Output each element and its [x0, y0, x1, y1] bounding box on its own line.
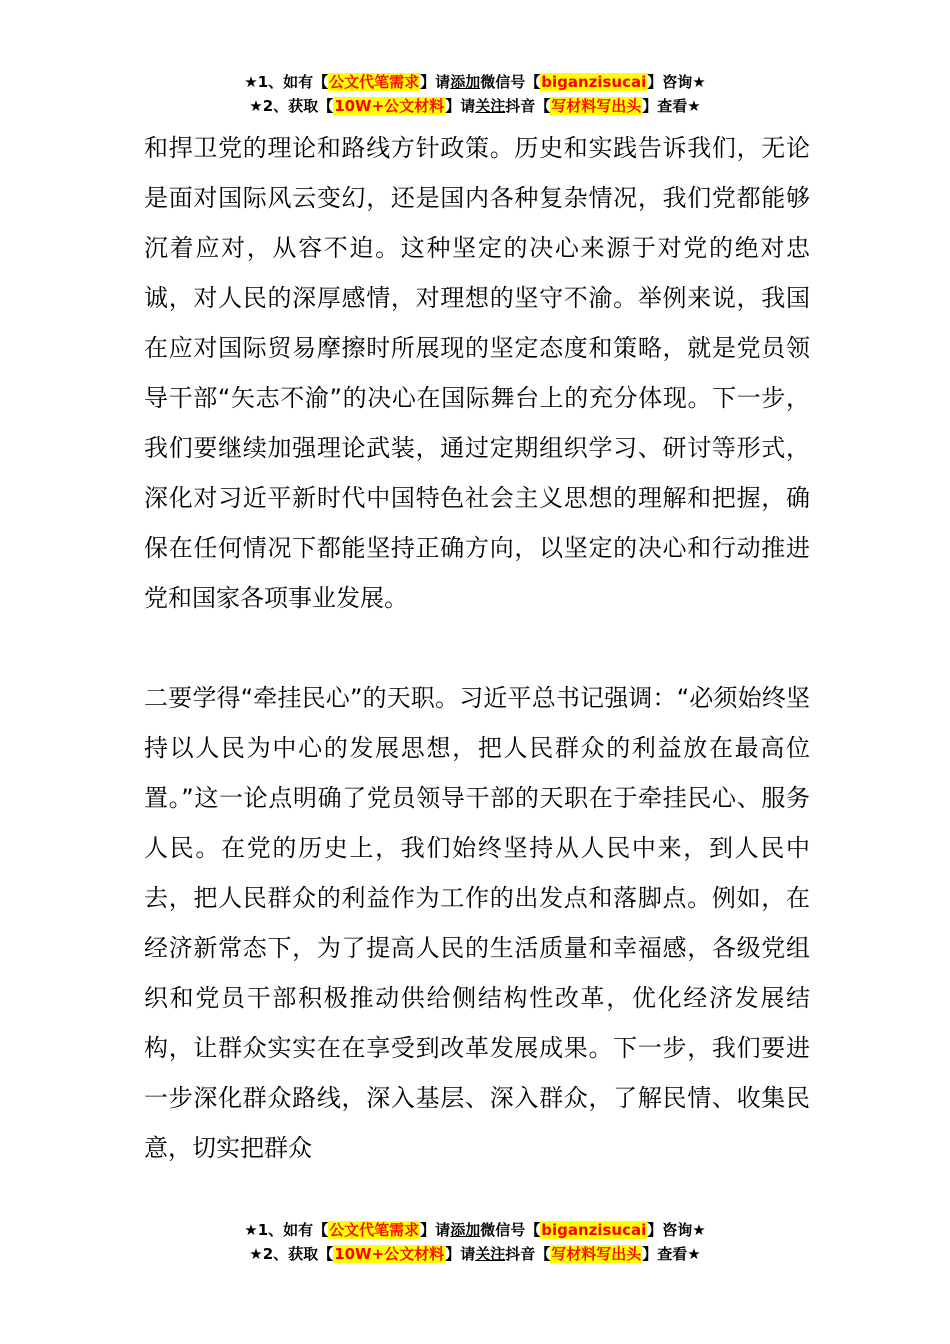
promo-underline: 添加 — [450, 1221, 481, 1239]
promo-text: ★2、获取【 — [249, 97, 334, 115]
bottom-promo-banner — [0, 1218, 950, 1266]
promo-text: 】咨询★ — [647, 1221, 706, 1239]
body-paragraph-2: 二要学得“牵挂民心”的天职。习近平总书记强调：“必须始终坚持以人民为中心的发展思想，把人民群众的利益放在最高位置。”这一论点明确了党员领导干部的天职在于牵挂民心、服务人民。在党的历史上，我们始终坚持从人民中来，到人民中去，把人民群众的利益作为工作的出发点和落脚点。例如，在经济新常态下，为了提高人民的生活质量和幸福感，各级党组织和党员干部积极推动供给侧结构性改革，优化经济发展结构，让群众实实在在享受到改革发展成果。下一步，我们要进一步深化群众路线，深入基层、深入群众，了解民情、收集民意，切实把群众 — [144, 684, 810, 1162]
promo-text: 】请 — [445, 1245, 476, 1263]
promo-text: 】请 — [445, 97, 476, 115]
promo-line-1 — [0, 1218, 950, 1242]
promo-text: 抖音【 — [505, 1245, 551, 1263]
promo-line-1 — [0, 70, 950, 94]
paragraph-gap — [144, 623, 810, 673]
promo-highlight: 10W+公文材料 — [334, 1245, 445, 1263]
promo-underline: 关注 — [475, 97, 506, 115]
promo-highlight: 公文代笔需求 — [329, 1221, 420, 1239]
promo-highlight: 写材料写出头 — [551, 1245, 642, 1263]
promo-text: 】请 — [420, 1221, 451, 1239]
promo-text: 】请 — [420, 73, 451, 91]
document-body — [144, 123, 810, 1173]
promo-highlight: 写材料写出头 — [551, 97, 642, 115]
promo-highlight: 10W+公文材料 — [334, 97, 445, 115]
promo-text: 】咨询★ — [647, 73, 706, 91]
promo-text: ★2、获取【 — [249, 1245, 334, 1263]
promo-text: 抖音【 — [505, 97, 551, 115]
promo-highlight: biganzisucai — [541, 1221, 647, 1239]
promo-text: ★1、如有【 — [244, 1221, 329, 1239]
promo-highlight: 公文代笔需求 — [329, 73, 420, 91]
promo-text: 微信号【 — [480, 1221, 541, 1239]
promo-underline: 添加 — [450, 73, 481, 91]
promo-text: ★1、如有【 — [244, 73, 329, 91]
promo-text: 微信号【 — [480, 73, 541, 91]
top-promo-banner — [0, 70, 950, 118]
promo-text: 】查看★ — [642, 97, 701, 115]
promo-highlight: biganzisucai — [541, 73, 647, 91]
promo-line-2 — [0, 1242, 950, 1266]
promo-text: 】查看★ — [642, 1245, 701, 1263]
body-paragraph-1: 和捍卫党的理论和路线方针政策。历史和实践告诉我们，无论是面对国际风云变幻，还是国内各种复杂情况，我们党都能够沉着应对，从容不迫。这种坚定的决心来源于对党的绝对忠诚，对人民的深厚感情，对理想的坚守不渝。举例来说，我国在应对国际贸易摩擦时所展现的坚定态度和策略，就是党员领导干部“矢志不渝”的决心在国际舞台上的充分体现。下一步，我们要继续加强理论武装，通过定期组织学习、研讨等形式，深化对习近平新时代中国特色社会主义思想的理解和把握，确保在任何情况下都能坚持正确方向，以坚定的决心和行动推进党和国家各项事业发展。 — [144, 134, 810, 612]
promo-underline: 关注 — [475, 1245, 506, 1263]
promo-line-2 — [0, 94, 950, 118]
